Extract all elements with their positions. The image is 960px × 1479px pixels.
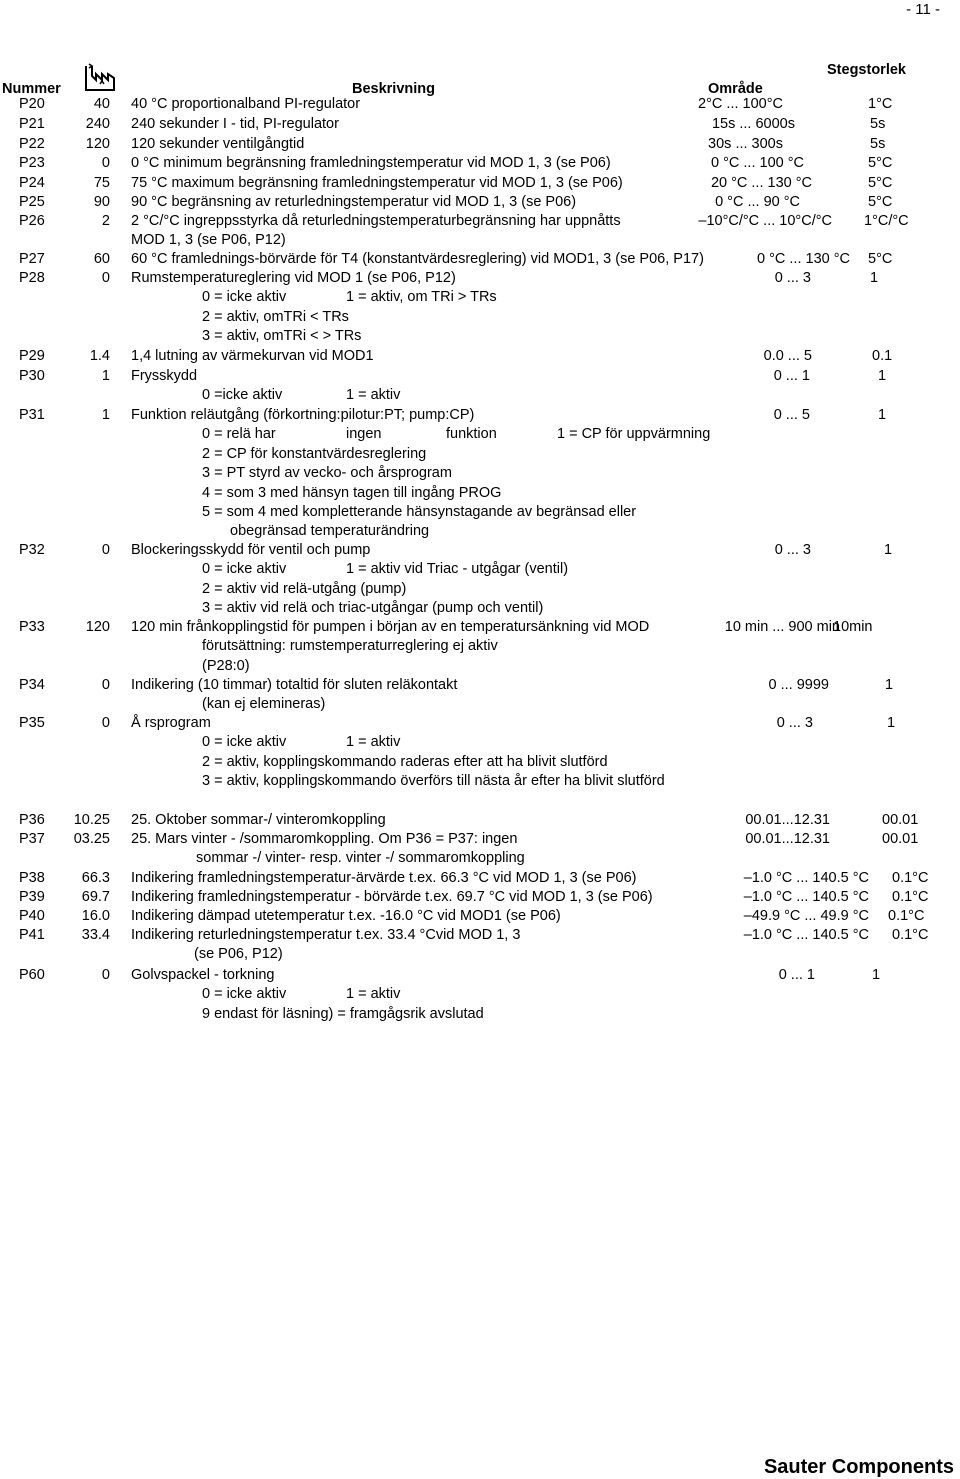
option-text: obegränsad temperaturändring bbox=[230, 523, 430, 540]
param-range: 15s ... 6000s bbox=[711, 116, 795, 132]
param-step: 5s bbox=[870, 116, 886, 132]
default-value: 10.25 bbox=[73, 812, 110, 828]
param-description: 120 sekunder ventilgångtid bbox=[131, 136, 305, 152]
param-step: 1 bbox=[872, 967, 881, 983]
param-range: 00.01...12.31 bbox=[745, 812, 830, 828]
default-value: 0 bbox=[101, 542, 110, 558]
option-text: 1 = aktiv bbox=[346, 986, 401, 1003]
param-step: 00.01 bbox=[882, 812, 919, 828]
param-number: P37 bbox=[19, 831, 45, 847]
param-number: P33 bbox=[19, 619, 45, 635]
option-text: 0 = icke aktiv bbox=[202, 289, 287, 306]
option-text: 1 = CP för uppvärmning bbox=[557, 426, 711, 443]
default-value: 1 bbox=[101, 407, 110, 423]
default-value: 2 bbox=[101, 213, 110, 229]
option-text: 0 = relä har bbox=[202, 426, 276, 443]
option-text: (P28:0) bbox=[202, 657, 250, 674]
default-value: 60 bbox=[93, 251, 110, 267]
footer-brand: Sauter Components bbox=[763, 1456, 954, 1478]
param-step: 0.1°C bbox=[888, 908, 925, 924]
default-value: 33.4 bbox=[81, 927, 110, 943]
param-range: –49.9 °C ... 49.9 °C bbox=[743, 908, 869, 924]
option-text: 5 = som 4 med kompletterande hänsynstagande av begränsad eller bbox=[202, 504, 637, 520]
factory-icon bbox=[80, 62, 116, 94]
param-number: P30 bbox=[19, 368, 45, 384]
param-step: 1 bbox=[885, 677, 894, 693]
default-value: 240 bbox=[85, 116, 110, 132]
option-text: funktion bbox=[446, 426, 497, 443]
default-value: 40 bbox=[93, 96, 110, 112]
option-text: 0 = icke aktiv bbox=[202, 561, 287, 578]
option-text: ingen bbox=[346, 426, 382, 443]
default-value: 120 bbox=[85, 136, 110, 152]
param-range: 0 ... 3 bbox=[774, 542, 811, 558]
param-description: 25. Mars vinter - /sommaromkoppling. Om P36 = P37: ingen bbox=[131, 831, 518, 847]
default-value: 0 bbox=[101, 715, 110, 731]
param-step: 0.1°C bbox=[892, 927, 929, 943]
param-description: Rumstemperatureglering vid MOD 1 (se P06, P12) bbox=[131, 270, 456, 286]
param-step: 1 bbox=[887, 715, 896, 731]
param-number: P36 bbox=[19, 812, 45, 828]
param-step: 0.1 bbox=[872, 348, 893, 364]
param-description: 120 min frånkopplingstid för pumpen i början av en temperatursänkning vid MOD bbox=[131, 619, 650, 635]
default-value: 69.7 bbox=[81, 889, 110, 905]
param-range: –10°C/°C ... 10°C/°C bbox=[698, 213, 832, 229]
param-range: 2°C ... 100°C bbox=[698, 96, 783, 112]
header-nummer: Nummer bbox=[2, 81, 61, 97]
param-step: 5°C bbox=[868, 155, 893, 171]
param-number: P40 bbox=[19, 908, 45, 924]
param-description: Funktion reläutgång (förkortning:pilotur:PT; pump:CP) bbox=[131, 407, 475, 423]
param-range: –1.0 °C ... 140.5 °C bbox=[743, 927, 869, 943]
page-number: - 11 - bbox=[906, 1, 940, 18]
param-description: 90 °C begränsning av returledningstemperatur vid MOD 1, 3 (se P06) bbox=[131, 194, 577, 210]
param-description: Indikering framledningstemperatur-ärvärde t.ex. 66.3 °C vid MOD 1, 3 (se P06) bbox=[131, 870, 637, 886]
param-range: 0 °C ... 100 °C bbox=[711, 155, 804, 171]
param-step: 00.01 bbox=[882, 831, 919, 847]
param-description: 75 °C maximum begränsning framledningstemperatur vid MOD 1, 3 (se P06) bbox=[131, 175, 623, 191]
header-beskrivning: Beskrivning bbox=[352, 81, 435, 97]
header-stegstorlek: Stegstorlek bbox=[827, 62, 906, 78]
param-description: 0 °C minimum begränsning framledningstemperatur vid MOD 1, 3 (se P06) bbox=[131, 155, 611, 171]
param-description: Indikering (10 timmar) totaltid för sluten reläkontakt bbox=[131, 677, 458, 693]
param-range: 00.01...12.31 bbox=[745, 831, 830, 847]
option-text: förutsättning: rumstemperaturreglering ej aktiv bbox=[202, 638, 498, 655]
param-description-cont: MOD 1, 3 (se P06, P12) bbox=[131, 232, 286, 249]
param-description: Blockeringsskydd för ventil och pump bbox=[131, 542, 371, 558]
option-text: 1 = aktiv, om TRi > TRs bbox=[346, 289, 497, 306]
default-value: 03.25 bbox=[73, 831, 110, 847]
option-text: (se P06, P12) bbox=[194, 946, 283, 963]
param-range: 0 °C ... 90 °C bbox=[715, 194, 800, 210]
default-value: 75 bbox=[93, 175, 110, 191]
param-description: Golvspackel - torkning bbox=[131, 967, 275, 983]
param-step: 10min bbox=[833, 619, 873, 635]
param-number: P26 bbox=[19, 213, 45, 229]
param-number: P24 bbox=[19, 175, 45, 191]
option-text: 3 = aktiv vid relä och triac-utgångar (pump och ventil) bbox=[202, 600, 544, 617]
default-value: 1 bbox=[101, 368, 110, 384]
param-number: P21 bbox=[19, 116, 45, 132]
option-text: 3 = aktiv, kopplingskommando överförs till nästa år efter ha blivit slutförd bbox=[202, 773, 665, 790]
param-description: Indikering dämpad utetemperatur t.ex. -16.0 °C vid MOD1 (se P06) bbox=[131, 908, 561, 924]
param-step: 1°C/°C bbox=[864, 213, 909, 229]
option-text: 9 endast för läsning) = framgågsrik avslutad bbox=[202, 1005, 484, 1022]
option-text: 0 =icke aktiv bbox=[202, 387, 283, 404]
option-text: 1 = aktiv vid Triac - utgågar (ventil) bbox=[346, 561, 569, 578]
default-value: 0 bbox=[101, 155, 110, 171]
param-number: P41 bbox=[19, 927, 45, 943]
default-value: 120 bbox=[85, 619, 110, 635]
default-value: 0 bbox=[101, 967, 110, 983]
default-value: 66.3 bbox=[81, 870, 110, 886]
param-range: –1.0 °C ... 140.5 °C bbox=[743, 870, 869, 886]
param-range: 20 °C ... 130 °C bbox=[710, 175, 812, 191]
param-number: P29 bbox=[19, 348, 45, 364]
param-range: 0.0 ... 5 bbox=[763, 348, 812, 364]
param-description: Å rsprogram bbox=[131, 715, 211, 731]
option-text: 2 = aktiv, kopplingskommando raderas efter att ha blivit slutförd bbox=[202, 753, 608, 770]
param-step: 1 bbox=[870, 270, 879, 286]
option-text: sommar -/ vinter- resp. vinter -/ sommaromkoppling bbox=[196, 850, 525, 867]
param-range: 0 ... 1 bbox=[773, 368, 810, 384]
param-number: P25 bbox=[19, 194, 45, 210]
param-number: P60 bbox=[19, 967, 45, 983]
param-number: P22 bbox=[19, 136, 45, 152]
param-description: Indikering framledningstemperatur - börvärde t.ex. 69.7 °C vid MOD 1, 3 (se P06) bbox=[131, 889, 653, 905]
header-omrade: Område bbox=[708, 81, 763, 97]
option-text: 3 = aktiv, omTRi < > TRs bbox=[202, 328, 362, 345]
option-text: 2 = aktiv, omTRi < TRs bbox=[202, 308, 349, 325]
param-step: 1 bbox=[878, 368, 887, 384]
option-text: 2 = CP för konstantvärdesreglering bbox=[202, 445, 427, 462]
default-value: 0 bbox=[101, 270, 110, 286]
param-number: P32 bbox=[19, 542, 45, 558]
param-number: P23 bbox=[19, 155, 45, 171]
param-number: P38 bbox=[19, 870, 45, 886]
param-description: 25. Oktober sommar-/ vinteromkoppling bbox=[131, 812, 386, 828]
param-number: P34 bbox=[19, 677, 45, 693]
default-value: 0 bbox=[101, 677, 110, 693]
param-range: 0 ... 3 bbox=[776, 715, 813, 731]
option-text: 1 = aktiv bbox=[346, 734, 401, 751]
param-step: 0.1°C bbox=[892, 889, 929, 905]
param-step: 0.1°C bbox=[892, 870, 929, 886]
param-step: 5°C bbox=[868, 194, 893, 210]
param-range: 30s ... 300s bbox=[708, 136, 783, 152]
param-number: P27 bbox=[19, 251, 45, 267]
default-value: 90 bbox=[93, 194, 110, 210]
param-range: –1.0 °C ... 140.5 °C bbox=[743, 889, 869, 905]
param-step: 1 bbox=[884, 542, 893, 558]
param-description: Indikering returledningstemperatur t.ex. 33.4 °Cvid MOD 1, 3 bbox=[131, 927, 521, 943]
param-description: 1,4 lutning av värmekurvan vid MOD1 bbox=[131, 348, 374, 364]
param-number: P39 bbox=[19, 889, 45, 905]
param-number: P28 bbox=[19, 270, 45, 286]
option-text: 3 = PT styrd av vecko- och årsprogram bbox=[202, 465, 452, 482]
option-text: 2 = aktiv vid relä-utgång (pump) bbox=[202, 580, 407, 597]
option-text: 0 = icke aktiv bbox=[202, 986, 287, 1003]
param-description: 40 °C proportionalband PI-regulator bbox=[131, 96, 361, 112]
param-step: 5°C bbox=[868, 251, 893, 267]
option-text: 1 = aktiv bbox=[346, 387, 401, 404]
param-range: 0 ... 1 bbox=[778, 967, 815, 983]
param-step: 5°C bbox=[868, 175, 893, 191]
param-range: 0 ... 3 bbox=[774, 270, 811, 286]
option-text: 0 = icke aktiv bbox=[202, 734, 287, 751]
param-number: P35 bbox=[19, 715, 45, 731]
param-step: 1°C bbox=[868, 96, 893, 112]
param-range: 0 °C ... 130 °C bbox=[757, 251, 850, 267]
default-value: 16.0 bbox=[81, 908, 110, 924]
param-step: 1 bbox=[878, 407, 887, 423]
param-description: 60 °C framlednings-börvärde för T4 (konstantvärdesreglering) vid MOD1, 3 (se P06, P17) bbox=[131, 251, 704, 267]
param-number: P20 bbox=[19, 96, 45, 112]
option-text: (kan ej elemineras) bbox=[202, 696, 326, 713]
param-range: 0 ... 9999 bbox=[768, 677, 829, 693]
param-description: 240 sekunder I - tid, PI-regulator bbox=[131, 116, 339, 132]
param-number: P31 bbox=[19, 407, 45, 423]
default-value: 1.4 bbox=[89, 348, 110, 364]
option-text: 4 = som 3 med hänsyn tagen till ingång PROG bbox=[202, 484, 502, 501]
param-description: Frysskydd bbox=[131, 368, 198, 384]
param-description: 2 °C/°C ingreppsstyrka då returledningstemperaturbegränsning har uppnåtts bbox=[131, 213, 621, 229]
param-range: 0 ... 5 bbox=[773, 407, 810, 423]
param-step: 5s bbox=[870, 136, 886, 152]
param-range: 10 min ... 900 min bbox=[724, 619, 840, 635]
